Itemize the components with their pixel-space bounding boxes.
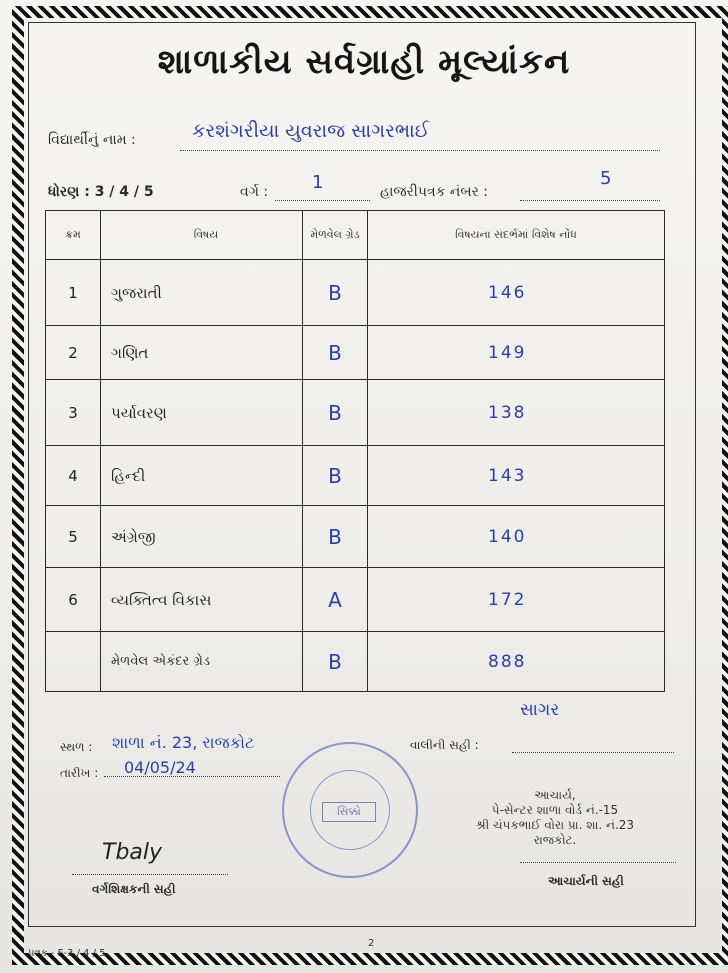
std-label: ધોરણ : 3 / 4 / 5 bbox=[48, 184, 154, 200]
row-grade: A bbox=[303, 568, 368, 632]
student-name-value: કરશંગરીયા યુવરાજ સાગરભાઈ bbox=[192, 120, 430, 142]
table-row bbox=[46, 260, 665, 326]
row-subject: અંગ્રેજી bbox=[101, 506, 303, 568]
principal-stamp bbox=[450, 788, 660, 848]
row-no: 2 bbox=[46, 326, 101, 380]
row-note: 143 bbox=[368, 446, 665, 506]
stamp-line-2: પે-સેન્ટર શાળા વોર્ડ નં.-15 bbox=[491, 803, 619, 817]
table-row bbox=[46, 446, 665, 506]
row-note: 138 bbox=[368, 380, 665, 446]
row-note: 146 bbox=[368, 260, 665, 326]
row-grade: B bbox=[303, 260, 368, 326]
col-header-subject: વિષય bbox=[101, 211, 303, 260]
row-subject: વ્યક્તિત્વ વિકાસ bbox=[101, 568, 303, 632]
row-note: 149 bbox=[368, 326, 665, 380]
row-no: 1 bbox=[46, 260, 101, 326]
stamp-line-4: રાજકોટ. bbox=[533, 833, 577, 847]
total-note: 888 bbox=[368, 632, 665, 692]
table-row bbox=[46, 326, 665, 380]
teacher-sign-underline bbox=[72, 874, 228, 875]
place-value: શાળા નં. 23, રાજકોટ bbox=[112, 733, 255, 752]
row-subject: ગુજરાતી bbox=[101, 260, 303, 326]
row-note: 140 bbox=[368, 506, 665, 568]
date-label: તારીખ : bbox=[60, 766, 99, 780]
row-subject: ગણિત bbox=[101, 326, 303, 380]
student-name-label: વિદ્યાર્થીનું નામ : bbox=[48, 132, 136, 148]
row-no: 6 bbox=[46, 568, 101, 632]
total-grade: B bbox=[303, 632, 368, 692]
table-row bbox=[46, 568, 665, 632]
name-underline bbox=[180, 150, 660, 151]
principal-sign-underline bbox=[520, 862, 676, 863]
page-number: 2 bbox=[368, 938, 375, 949]
row-subject: પર્યાવરણ bbox=[101, 380, 303, 446]
roll-underline bbox=[520, 200, 660, 201]
row-no: 4 bbox=[46, 446, 101, 506]
row-grade: B bbox=[303, 506, 368, 568]
col-header-no: ક્રમ bbox=[46, 211, 101, 260]
school-seal bbox=[282, 742, 418, 878]
div-label: વર્ગ : bbox=[240, 184, 269, 200]
row-grade: B bbox=[303, 446, 368, 506]
page-title: શાળાકીય સર્વગ્રાહી મૂલ્યાંકન bbox=[157, 42, 571, 82]
stamp-line-1: આચાર્ય, bbox=[534, 788, 576, 802]
parent-sign-underline bbox=[512, 752, 674, 753]
parent-sign-label: વાલીની સહી : bbox=[410, 738, 479, 752]
place-label: સ્થળ : bbox=[60, 740, 93, 754]
row-subject: હિન્દી bbox=[101, 446, 303, 506]
row-no: 5 bbox=[46, 506, 101, 568]
div-underline bbox=[275, 200, 370, 201]
marks-table bbox=[45, 210, 665, 692]
principal-sign-label: આચાર્યની સહી bbox=[548, 874, 624, 888]
stamp-line-3: શ્રી ચંપકભાઈ વોરા પ્રા. શા. નં.23 bbox=[475, 818, 635, 832]
roll-label: હાજરીપત્રક નંબર : bbox=[380, 184, 488, 200]
div-value: 1 bbox=[312, 172, 324, 193]
form-code: પત્રક - F-3 / 4 / 5 bbox=[28, 948, 106, 959]
seal-box: સિક્કો bbox=[322, 802, 376, 822]
row-no: 3 bbox=[46, 380, 101, 446]
teacher-sign-label: વર્ગશિક્ષકની સહી bbox=[92, 882, 176, 896]
col-header-grade: મેળવેલ ગ્રેડ bbox=[303, 211, 368, 260]
roll-value: 5 bbox=[600, 168, 612, 189]
row-note: 172 bbox=[368, 568, 665, 632]
col-header-note: વિષયના સંદર્ભમાં વિશેષ નોંધ bbox=[368, 211, 665, 260]
table-row bbox=[46, 506, 665, 568]
table-header-row bbox=[46, 211, 665, 260]
total-label: મેળવેલ એકંદર ગ્રેડ bbox=[101, 632, 303, 692]
parent-signature: સાગર bbox=[520, 700, 560, 720]
row-grade: B bbox=[303, 326, 368, 380]
row-grade: B bbox=[303, 380, 368, 446]
total-row bbox=[46, 632, 665, 692]
teacher-signature: Tbaly bbox=[102, 840, 163, 865]
table-row bbox=[46, 380, 665, 446]
date-value: 04/05/24 bbox=[124, 758, 196, 777]
